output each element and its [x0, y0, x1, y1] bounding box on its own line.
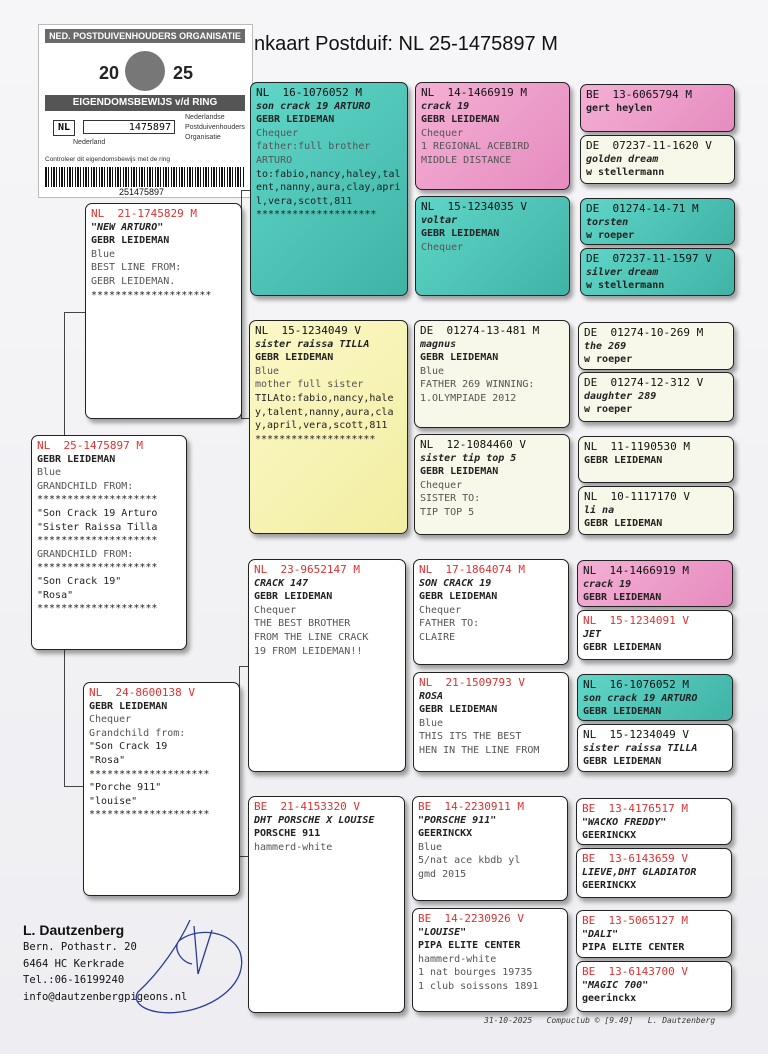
card-line: hammerd-white [254, 841, 333, 853]
ring-number: BE 13-6143700 V [582, 965, 688, 978]
card-line: GEBR LEIDEMAN [421, 228, 500, 240]
card-line: ******************** [89, 768, 210, 780]
card-line: 19 FROM LEIDEMAN!! [254, 645, 363, 657]
ring-number: NL 21-1509793 V [419, 676, 525, 689]
card-line: CLAIRE [419, 631, 456, 643]
ring-number: NL 17-1864074 M [419, 563, 525, 576]
ring-number: NL 16-1076052 M [256, 86, 362, 99]
pedigree-card-mff [413, 559, 569, 665]
card-line: GEBR LEIDEMAN [583, 592, 662, 604]
card-line: Chequer [256, 127, 299, 139]
ring-number: NL 15-1234091 V [583, 614, 689, 627]
card-line: PIPA ELITE CENTER [582, 942, 685, 954]
card-line: GRANDCHILD FROM: [37, 480, 134, 492]
card-line: voltar [421, 214, 458, 226]
card-line: ******************** [37, 494, 158, 506]
card-line: PIPA ELITE CENTER [418, 940, 521, 952]
card-line: 1.OLYMPIADE 2012 [420, 392, 517, 404]
card-line: w roeper [584, 404, 633, 416]
card-line: "Son Crack 19 Arturo [37, 507, 158, 519]
ring-number: NL 15-1234035 V [421, 200, 527, 213]
card-line: JET [583, 628, 602, 640]
ring-number: DE 01274-14-71 M [586, 202, 699, 215]
npo-line: Nederlandse [185, 114, 225, 121]
card-line: w stellermann [586, 167, 665, 179]
card-line: "Son Crack 19" [37, 575, 122, 587]
certificate-label: EIGENDOMSBEWIJS v/d RING [45, 95, 245, 111]
card-line: TILAto:fabio,nancy,haley,talent,nanny,aura,clay,april,vera,scott,811 [255, 392, 394, 432]
card-line: LIEVE,DHT GLADIATOR [582, 866, 697, 878]
card-line: GEBR LEIDEMAN [421, 114, 500, 126]
card-line: 1 club soissons 1891 [418, 980, 539, 992]
card-line: BEST LINE FROM: [91, 262, 182, 274]
card-line: silver dream [586, 266, 659, 278]
pedigree-card-g12 [577, 724, 733, 772]
ring-number: NL 11-1190530 M [584, 440, 690, 453]
card-line: GEBR LEIDEMAN [419, 704, 498, 716]
card-line: the 269 [584, 340, 627, 352]
card-line: Chequer [420, 479, 463, 491]
pedigree-card-g10 [577, 610, 733, 660]
seal-icon [125, 51, 165, 91]
page-title: nkaart Postduif: NL 25-1475897 M [254, 33, 558, 55]
card-line: GEBR LEIDEMAN [583, 642, 662, 654]
card-line: ROSA [419, 690, 444, 702]
card-line: w stellermann [586, 280, 665, 292]
certificate-ring-number: 1475897 [83, 120, 175, 134]
card-line: father:full brother [256, 141, 371, 153]
pedigree-card-mother [83, 682, 240, 896]
card-line: SISTER TO: [420, 493, 481, 505]
card-line: Chequer [89, 714, 132, 726]
card-line: ******************** [37, 535, 158, 547]
npo-line: Postduivenhouders [185, 124, 245, 131]
ring-number: DE 01274-10-269 M [584, 326, 704, 339]
card-line: crack 19 [421, 100, 470, 112]
card-line: sister raissa TILLA [583, 742, 698, 754]
card-line: Blue [419, 717, 444, 729]
card-line: w roeper [586, 230, 635, 242]
pedigree-card-g16 [576, 961, 732, 1012]
ring-number: NL 15-1234049 V [255, 324, 361, 337]
card-line: GEERINCKX [418, 828, 473, 840]
card-line: Chequer [421, 127, 464, 139]
card-line: "WACKO FREDDY" [582, 816, 667, 828]
certificate-year-left: 20 [99, 63, 120, 83]
card-line: w roeper [584, 354, 633, 366]
ring-number: BE 14-2230911 M [418, 800, 524, 813]
card-line: 1 nat bourges 19735 [418, 967, 533, 979]
card-line: Chequer [419, 604, 462, 616]
pedigree-card-fmm [414, 434, 570, 535]
sender-name: L. Dautzenberg [23, 922, 125, 938]
card-line: GEBR LEIDEMAN [91, 235, 170, 247]
ring-number: DE 07237-11-1597 V [586, 252, 712, 265]
card-line: GEBR LEIDEMAN [254, 591, 333, 603]
signature-icon [120, 912, 260, 1022]
card-line: GEBR LEIDEMAN [255, 352, 334, 364]
card-line: sister tip top 5 [420, 452, 517, 464]
card-line: GEERINCKX [582, 880, 637, 892]
card-line: "DALI" [582, 928, 619, 940]
ring-number: NL 15-1234049 V [583, 728, 689, 741]
card-line: GEBR LEIDEMAN [420, 466, 499, 478]
card-line: GEBR LEIDEMAN [420, 352, 499, 364]
card-line: GEBR LEIDEMAN [584, 518, 663, 530]
card-line: GEBR LEIDEMAN [583, 706, 662, 718]
footer-text: 31-10-2025 Compuclub © [9.49] L. Dautzenberg [484, 1016, 716, 1025]
card-line: hammerd-white [418, 953, 497, 965]
card-line: GEBR LEIDEMAN [256, 114, 335, 126]
card-line: GRANDCHILD FROM: [37, 548, 134, 560]
pedigree-card-g4 [580, 248, 735, 296]
card-line: "louise" [89, 795, 138, 807]
certificate-year-right: 25 [173, 63, 194, 83]
card-line: torsten [586, 216, 629, 228]
pedigree-card-father [85, 203, 242, 419]
card-line: Blue [91, 248, 116, 260]
ring-number: NL 14-1466919 M [583, 564, 689, 577]
card-line: crack 19 [583, 578, 632, 590]
pedigree-card-g8 [578, 486, 734, 535]
card-line: "Son Crack 19 [89, 741, 168, 753]
card-line: ARTURO [256, 154, 293, 166]
ring-number: BE 14-2230926 V [418, 912, 524, 925]
pedigree-card-mother-father [248, 559, 406, 772]
card-line: GEERINCKX [582, 830, 637, 842]
card-line: Grandchild from: [89, 727, 186, 739]
card-line: Blue [255, 365, 280, 377]
card-line: "Sister Raissa Tilla [37, 521, 158, 533]
card-line: 1 REGIONAL ACEBIRD [421, 141, 530, 153]
card-line: daughter 289 [584, 390, 657, 402]
card-line: gert heylen [586, 102, 653, 114]
card-line: GEBR LEIDEMAN [583, 756, 662, 768]
barcode [45, 167, 245, 187]
pedigree-card-g13 [576, 798, 732, 845]
card-line: "Porche 911" [89, 782, 162, 794]
connector-line [64, 312, 87, 313]
connector-line [64, 312, 65, 438]
pedigree-card-g5 [578, 322, 734, 370]
pedigree-card-g15 [576, 910, 732, 958]
card-line: DHT PORSCHE X LOUISE [254, 814, 375, 826]
pedigree-card-g6 [578, 372, 734, 422]
ring-number: BE 13-6143659 V [582, 852, 688, 865]
sender-street: Bern. Pothastr. 20 [23, 941, 137, 953]
card-line: ******************** [256, 209, 377, 221]
pedigree-card-fmf [414, 320, 570, 428]
card-line: FROM THE LINE CRACK [254, 631, 369, 643]
sender-tel: Tel.:06-16199240 [23, 974, 125, 986]
card-line: son crack 19 ARTURO [583, 692, 698, 704]
ring-number: BE 13-6065794 M [586, 88, 692, 101]
card-line: GEBR LEIDEMAN [419, 591, 498, 603]
card-line: Chequer [421, 241, 464, 253]
ring-number: BE 21-4153320 V [254, 800, 360, 813]
card-line: mother full sister [255, 379, 364, 391]
certificate-org: NED. POSTDUIVENHOUDERS ORGANISATIE [45, 29, 245, 43]
pedigree-card-father-mother [249, 320, 408, 534]
ring-number: DE 07237-11-1620 V [586, 139, 712, 152]
pedigree-card-mmf [412, 796, 568, 901]
card-line: FATHER 269 WINNING: [420, 379, 535, 391]
pedigree-card-ffm [415, 196, 570, 296]
card-line: "PORSCHE 911" [418, 814, 497, 826]
card-line: "LOUISE" [418, 926, 467, 938]
barcode-number: 251475897 [119, 187, 165, 197]
card-line: GEBR LEIDEMAN [584, 454, 663, 466]
card-line: geerinckx [582, 993, 637, 1005]
ring-number: NL 10-1117170 V [584, 490, 690, 503]
pedigree-card-subject [31, 435, 187, 650]
card-line: MIDDLE DISTANCE [421, 154, 512, 166]
ownership-certificate [38, 24, 253, 198]
card-line: Chequer [254, 604, 297, 616]
ring-number: NL 14-1466919 M [421, 86, 527, 99]
card-line: ******************** [37, 603, 158, 615]
pedigree-card-g1 [580, 84, 735, 132]
card-line: Blue [37, 467, 62, 479]
card-line: ******************** [89, 809, 210, 821]
card-line: GEBR LEIDEMAN [89, 700, 168, 712]
pedigree-card-father-father [250, 82, 408, 296]
card-line: "Rosa" [89, 754, 126, 766]
npo-line: Organisatie [185, 134, 221, 141]
card-line: THIS ITS THE BEST [419, 731, 522, 743]
pedigree-card-fff [415, 82, 570, 190]
card-line: golden dream [586, 153, 659, 165]
certificate-npo [185, 113, 245, 143]
card-line: HEN IN THE LINE FROM [419, 744, 540, 756]
pedigree-card-mfm [413, 672, 569, 772]
ring-number: NL 21-1745829 M [91, 207, 197, 220]
card-line: "MAGIC 700" [582, 979, 649, 991]
ring-number: NL 16-1076052 M [583, 678, 689, 691]
card-line: "NEW ARTURO" [91, 221, 164, 233]
card-line: gmd 2015 [418, 868, 467, 880]
card-line: GEBR LEIDEMAN [37, 453, 116, 465]
card-line: Blue [420, 365, 445, 377]
pedigree-card-g3 [580, 198, 735, 245]
card-line: THE BEST BROTHER [254, 618, 351, 630]
card-line: ******************** [91, 289, 212, 301]
ring-number: DE 01274-13-481 M [420, 324, 540, 337]
ring-number: BE 13-5065127 M [582, 914, 688, 927]
card-line: ******************** [255, 433, 376, 445]
card-line: TIP TOP 5 [420, 506, 475, 518]
card-line: "Rosa" [37, 589, 74, 601]
card-line: son crack 19 ARTURO [256, 100, 371, 112]
ring-number: NL 24-8600138 V [89, 686, 195, 699]
ring-number: BE 13-4176517 M [582, 802, 688, 815]
connector-line [64, 786, 83, 787]
card-line: sister raissa TILLA [255, 338, 370, 350]
ring-number: DE 01274-12-312 V [584, 376, 704, 389]
pedigree-card-g11 [577, 674, 733, 721]
connector-line [64, 650, 65, 786]
sender-email[interactable]: info@dautzenbergpigeons.nl [23, 990, 188, 1003]
card-line: GEBR LEIDEMAN. [91, 275, 176, 287]
pedigree-card-g9 [577, 560, 733, 607]
ring-number: NL 25-1475897 M [37, 439, 143, 452]
card-line: li na [584, 504, 615, 516]
sender-city: 6464 HC Kerkrade [23, 957, 125, 970]
pedigree-card-mmm [412, 908, 568, 1012]
card-line: SON CRACK 19 [419, 577, 492, 589]
pedigree-card-g7 [578, 436, 734, 483]
card-line: CRACK 147 [254, 577, 309, 589]
card-line: 5/nat ace kbdb yl [418, 855, 521, 867]
card-line: Blue [418, 841, 443, 853]
ring-number: NL 23-9652147 M [254, 563, 360, 576]
card-line: PORSCHE 911 [254, 828, 321, 840]
card-line: magnus [420, 338, 457, 350]
ring-number: NL 12-1084460 V [420, 438, 526, 451]
certificate-country-code: NL [53, 120, 75, 136]
pedigree-card-g14 [576, 848, 732, 898]
card-line: ******************** [37, 562, 158, 574]
card-line: FATHER TO: [419, 618, 480, 630]
card-line: to:fabio,nancy,haley,talent,nanny,aura,clay,april,vera,scott,811 [256, 168, 401, 207]
pedigree-card-g2 [580, 135, 735, 184]
pedigree-card-mother-mother [248, 796, 405, 1013]
certificate-country: Nederland [73, 139, 106, 146]
certificate-control-text: Controleer dit eigendomsbewijs met de ring [45, 156, 171, 163]
